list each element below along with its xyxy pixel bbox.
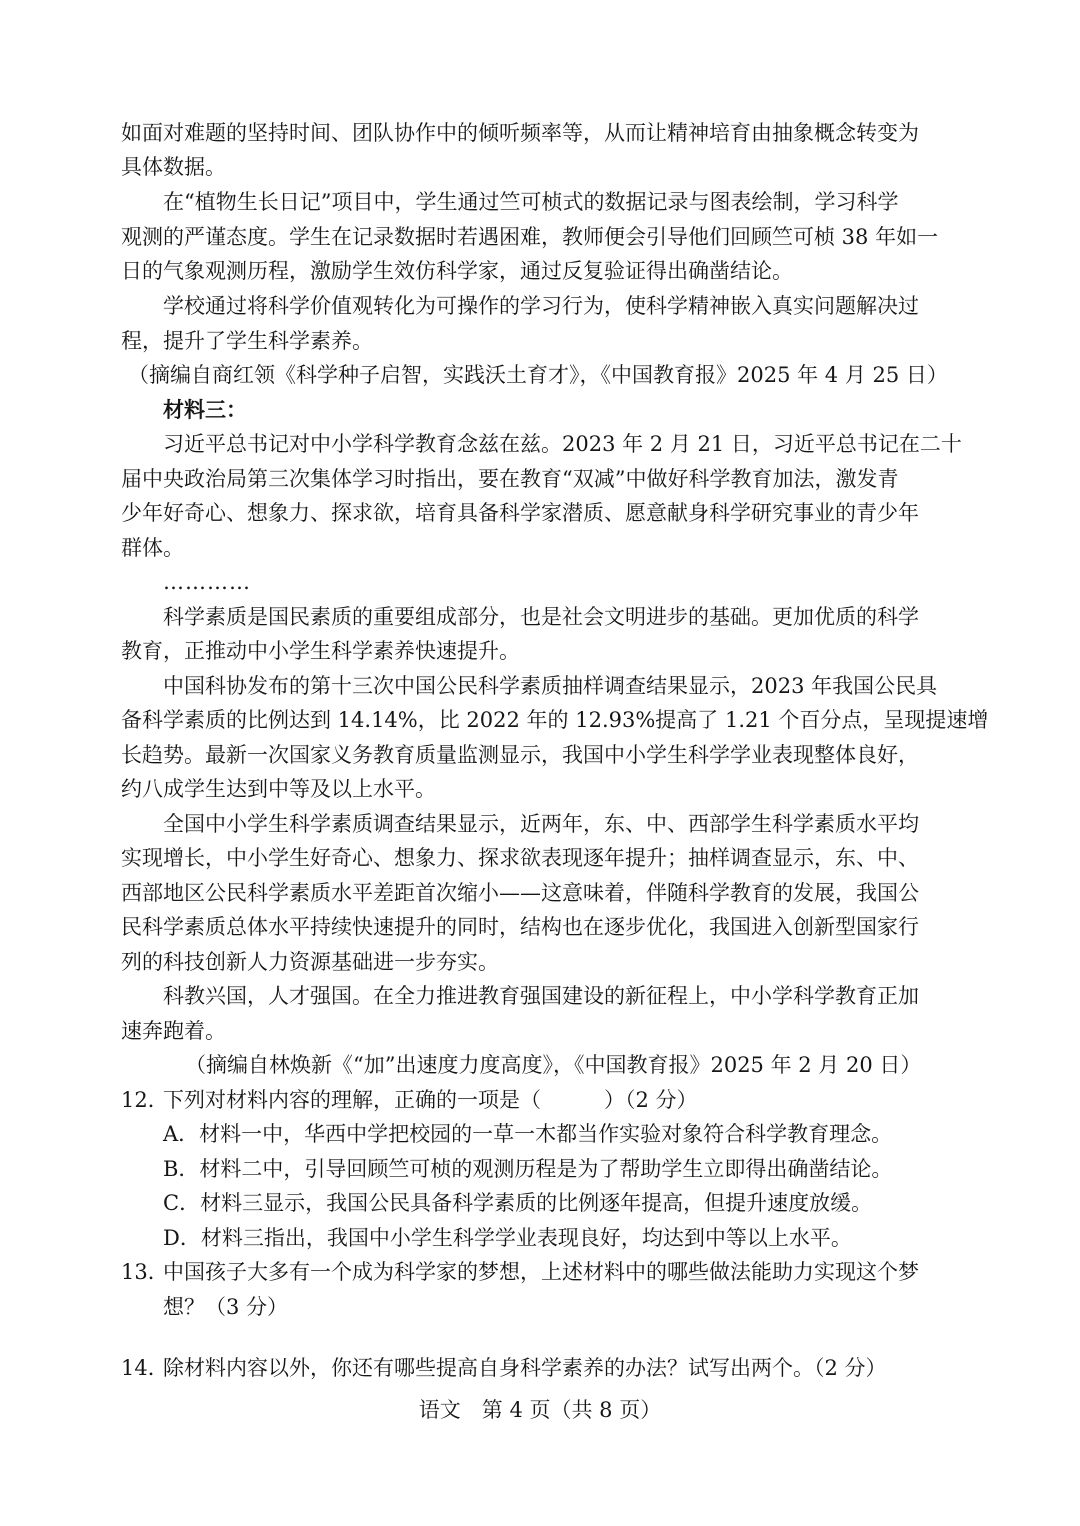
question-number: 13．	[121, 1260, 169, 1284]
paragraph-line: 西部地区公民科学素质水平差距首次缩小——这意味着，伴随科学教育的发展，我国公	[121, 881, 919, 905]
paragraph-line: 具体数据。	[121, 155, 226, 179]
paragraph-line: 教育，正推动中小学生科学素养快速提升。	[121, 639, 520, 663]
source-citation: （摘编自林焕新《“加”出速度力度高度》，《中国教育报》2025 年 2 月 20 日）	[185, 1053, 922, 1077]
paragraph-line: 备科学素质的比例达到 14.14%，比 2022 年的 12.93%提高了 1.21 个百分点，呈现提速增	[121, 708, 989, 732]
paragraph-line: 科教兴国，人才强国。在全力推进教育强国建设的新征程上，中小学科学教育正加	[163, 984, 919, 1008]
question-13	[121, 1255, 919, 1289]
option-b: B．材料二中，引导回顾竺可桢的观测历程是为了帮助学生立即得出确凿结论。	[163, 1157, 893, 1181]
paragraph-line: 届中央政治局第三次集体学习时指出，要在教育“双减”中做好科学教育加法，激发青	[121, 467, 899, 491]
question-number: 12．	[121, 1088, 169, 1112]
paragraph-line: 观测的严谨态度。学生在记录数据时若遇困难，教师便会引导他们回顾竺可桢 38 年如一	[121, 225, 939, 249]
paragraph-line: 列的科技创新人力资源基础进一步夯实。	[121, 950, 499, 974]
paragraph-line: 学校通过将科学价值观转化为可操作的学习行为，使科学精神嵌入真实问题解决过	[163, 294, 919, 318]
question-12	[121, 1083, 698, 1117]
paragraph-line: 全国中小学生科学素质调查结果显示，近两年，东、中、西部学生科学素质水平均	[163, 812, 919, 836]
question-text: 下列对材料内容的理解，正确的一项是（ ）（2 分）	[163, 1088, 698, 1112]
omission-ellipsis: …………	[163, 570, 251, 594]
paragraph-line: 群体。	[121, 536, 184, 560]
question-number: 14．	[121, 1356, 169, 1380]
paragraph-line: 速奔跑着。	[121, 1019, 226, 1043]
source-citation: （摘编自商红领《科学种子启智，实践沃土育才》，《中国教育报》2025 年 4 月 25 日）	[128, 363, 948, 387]
paragraph-line: 习近平总书记对中小学科学教育念兹在兹。2023 年 2 月 21 日，习近平总书记在二十	[163, 432, 962, 456]
question-text: 除材料内容以外，你还有哪些提高自身科学素养的办法？试写出两个。（2 分）	[163, 1356, 887, 1380]
page-footer: 语文 第 4 页（共 8 页）	[418, 1398, 662, 1422]
paragraph-line: 少年好奇心、想象力、探求欲，培育具备科学家潜质、愿意献身科学研究事业的青少年	[121, 501, 919, 525]
paragraph-line: 中国科协发布的第十三次中国公民科学素质抽样调查结果显示，2023 年我国公民具	[163, 674, 938, 698]
option-a: A．材料一中，华西中学把校园的一草一木都当作实验对象符合科学教育理念。	[163, 1122, 893, 1146]
paragraph-line: 在“植物生长日记”项目中，学生通过竺可桢式的数据记录与图表绘制，学习科学	[163, 190, 899, 214]
material-three-heading: 材料三：	[163, 397, 247, 422]
question-14	[121, 1351, 887, 1385]
paragraph-line: 科学素质是国民素质的重要组成部分，也是社会文明进步的基础。更加优质的科学	[163, 605, 919, 629]
paragraph-line: 程，提升了学生科学素养。	[121, 329, 373, 353]
paragraph-line: 约八成学生达到中等及以上水平。	[121, 777, 436, 801]
paragraph-line: 如面对难题的坚持时间、团队协作中的倾听频率等，从而让精神培育由抽象概念转变为	[121, 121, 919, 145]
option-c: C．材料三显示，我国公民具备科学素质的比例逐年提高，但提升速度放缓。	[163, 1191, 873, 1215]
paragraph-line: 实现增长，中小学生好奇心、想象力、探求欲表现逐年提升；抽样调查显示，东、中、	[121, 846, 919, 870]
question-text: 中国孩子大多有一个成为科学家的梦想，上述材料中的哪些做法能助力实现这个梦	[163, 1260, 919, 1284]
paragraph-line: 民科学素质总体水平持续快速提升的同时，结构也在逐步优化，我国进入创新型国家行	[121, 915, 919, 939]
option-d: D．材料三指出，我国中小学生科学学业表现良好，均达到中等以上水平。	[163, 1226, 852, 1250]
question-text-continued: 想？（3 分）	[163, 1295, 289, 1319]
paragraph-line: 长趋势。最新一次国家义务教育质量监测显示，我国中小学生科学学业表现整体良好，	[121, 743, 919, 767]
paragraph-line: 日的气象观测历程，激励学生效仿科学家，通过反复验证得出确凿结论。	[121, 259, 793, 283]
